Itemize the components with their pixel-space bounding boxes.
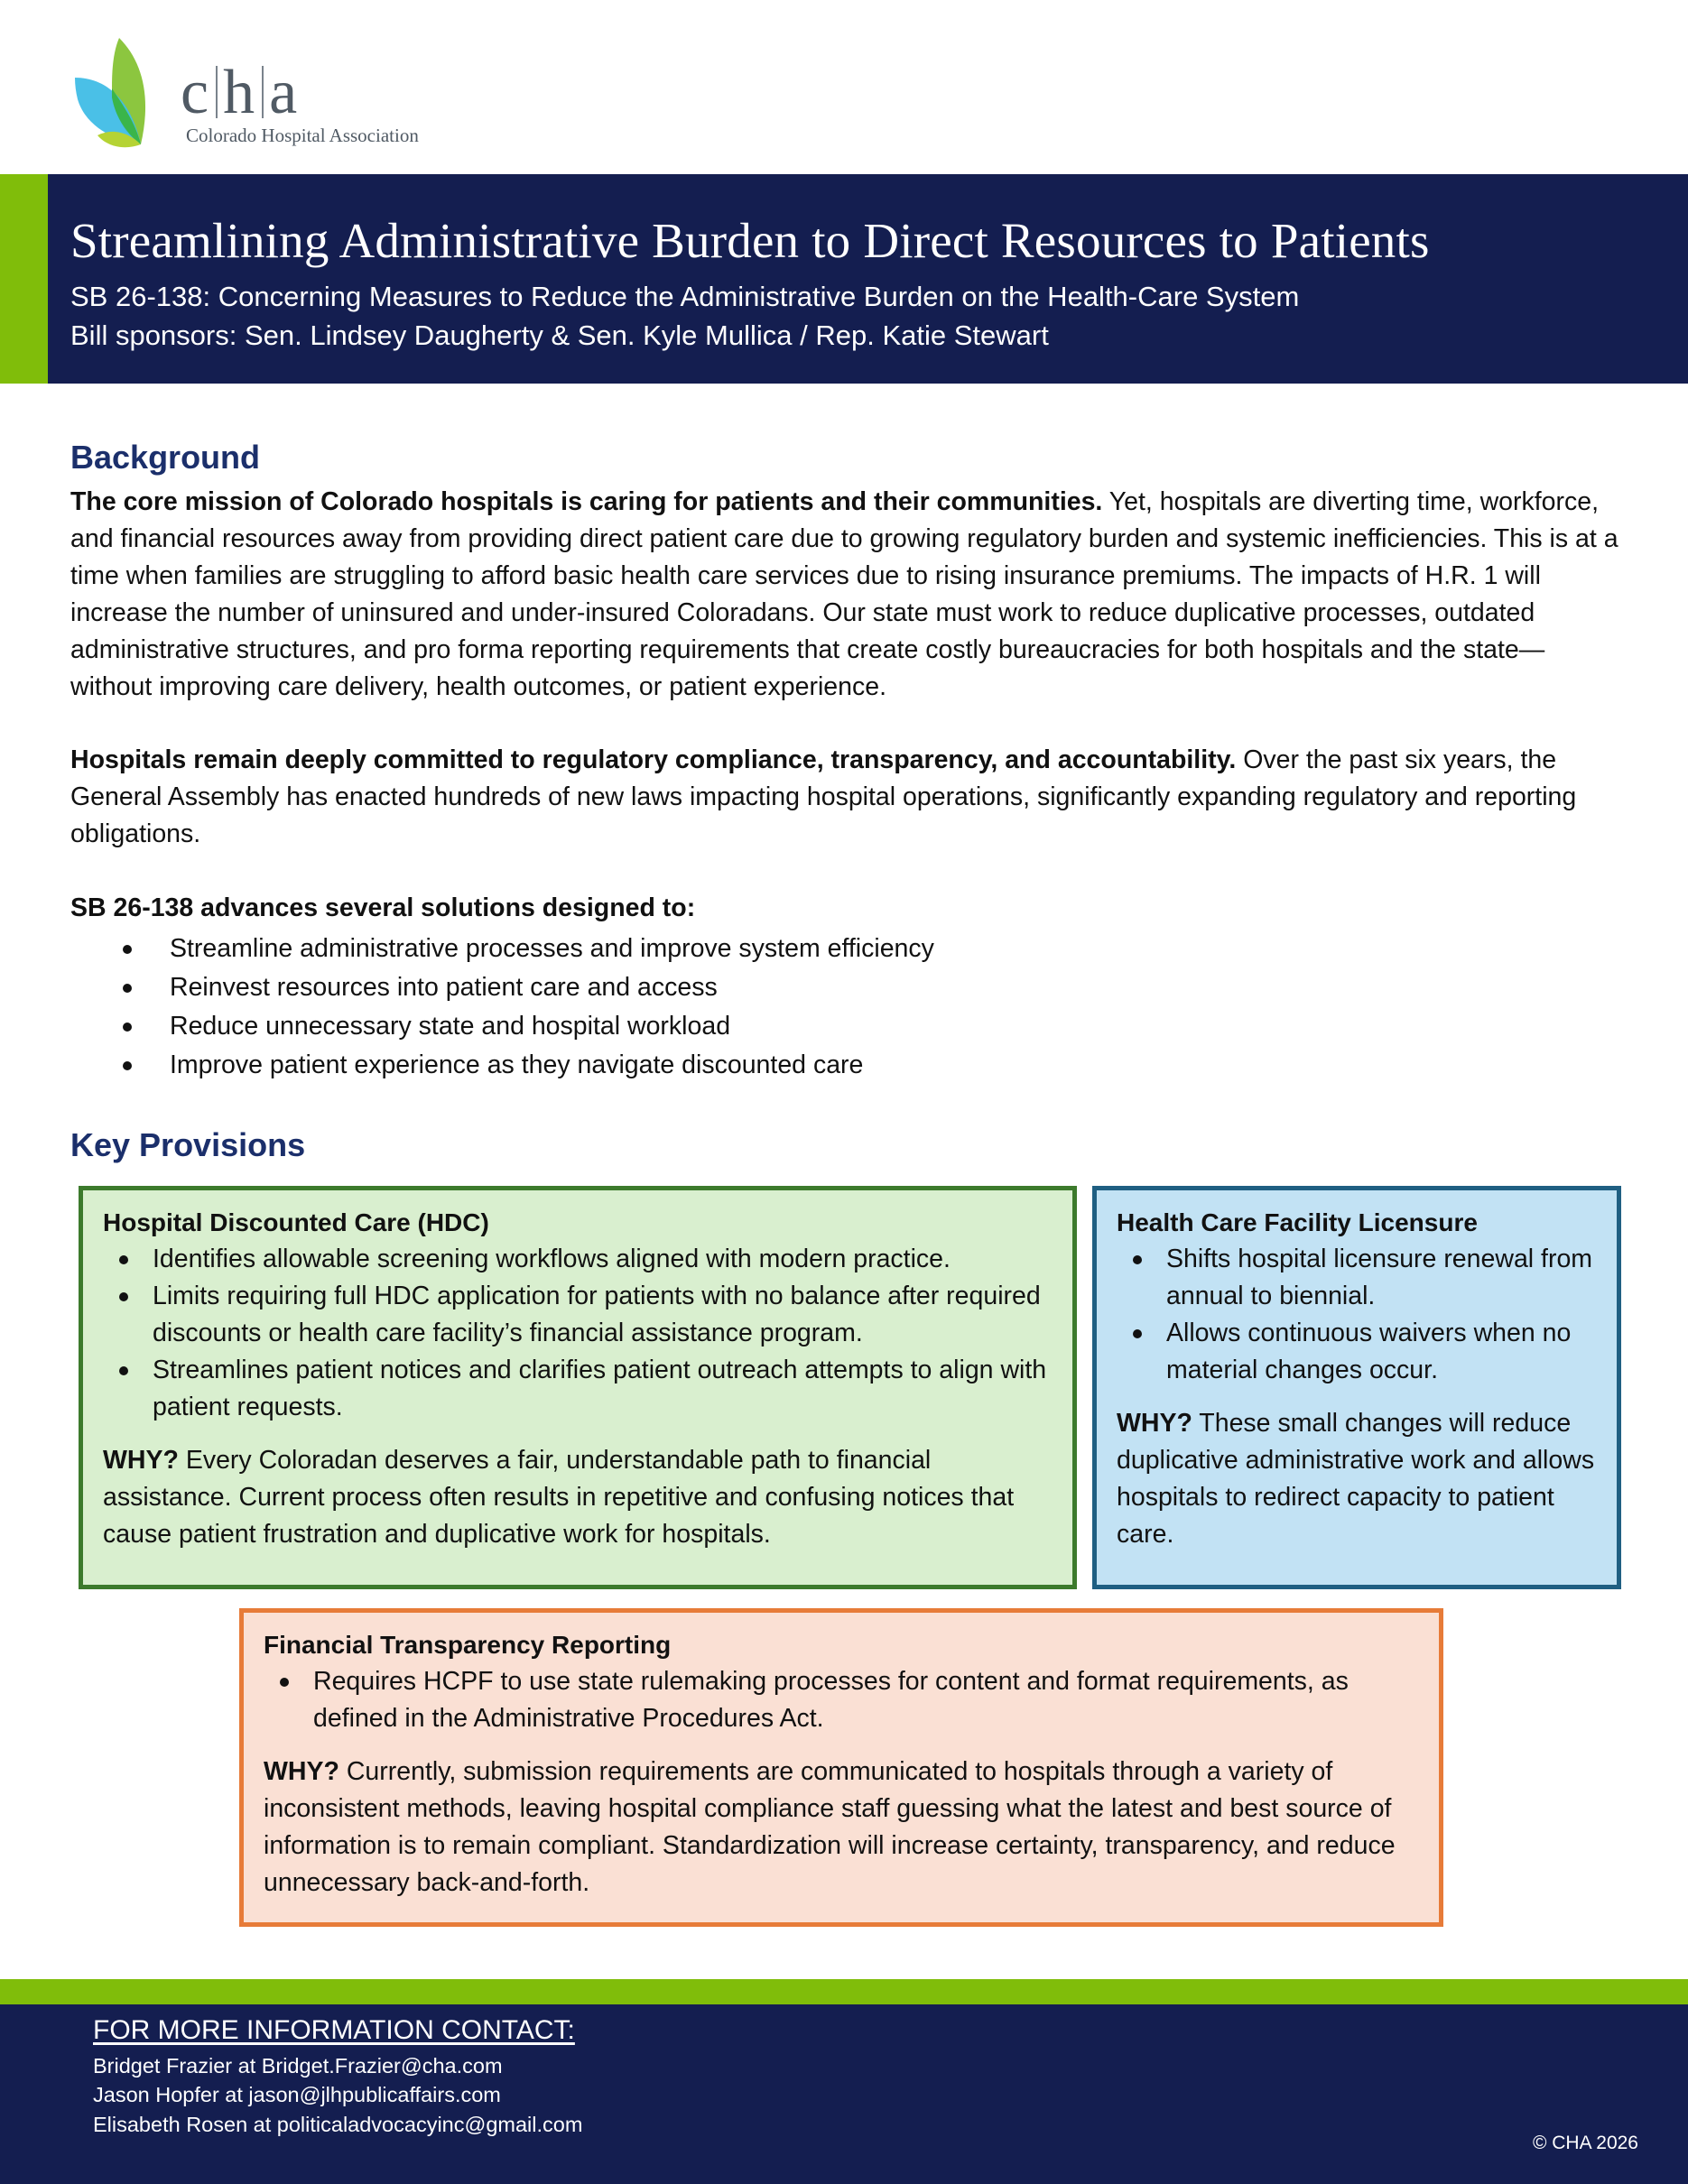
list-item — [70, 930, 934, 968]
why-text: Currently, submission requirements are communicated to hospitals through a variety of inconsistent methods, leaving hospital compliance staff guessing what the latest and best source of information is to remain compliant. Standardization will increase certainty, transparency, and reduce unnecessary back-and-forth. — [264, 1757, 1396, 1897]
contact-line: Elisabeth Rosen at politicaladvocacyinc@gmail.com — [93, 2113, 583, 2136]
paragraph-1-lead: The core mission of Colorado hospitals is caring for patients and their communities. — [70, 487, 1103, 516]
solutions-intro — [70, 890, 1623, 927]
list-item — [1117, 1241, 1597, 1315]
solutions-intro-text: SB 26-138 advances several solutions designed to: — [70, 893, 696, 922]
list-item-text: Streamlines patient notices and clarifies patient outreach attempts to align with patient requests. — [153, 1356, 1047, 1421]
provision-box-licensure — [1092, 1186, 1621, 1589]
list-item-text: Limits requiring full HDC application for patients with no balance after required discounts or health care facility’s financial assistance program. — [153, 1282, 1041, 1347]
list-item-text: Streamline administrative processes and improve system efficiency — [170, 934, 934, 963]
paragraph-2-body: Over the past six years, the General Assembly has enacted hundreds of new laws impacting hospital operations, significantly expanding regulatory and reporting obligations. — [70, 745, 1577, 848]
background-heading: Background — [70, 439, 261, 476]
list-item-text: Reduce unnecessary state and hospital workload — [170, 1012, 731, 1041]
provision-bullets — [1117, 1241, 1597, 1389]
list-item-text: Reinvest resources into patient care and access — [170, 973, 718, 1002]
provision-bullets — [264, 1663, 1419, 1737]
copyright: © CHA 2026 — [1532, 2133, 1638, 2153]
contact-heading: FOR MORE INFORMATION CONTACT: — [93, 2015, 575, 2045]
page-title: Streamlining Administrative Burden to Direct Resources to Patients — [70, 213, 1430, 268]
header-banner — [0, 174, 1688, 384]
bullet-icon — [123, 1061, 132, 1070]
list-item — [264, 1663, 1419, 1737]
list-item-text: Identifies allowable screening workflows aligned with modern practice. — [153, 1245, 951, 1273]
footer — [0, 2004, 1688, 2184]
provision-why — [1117, 1405, 1597, 1553]
provision-why — [103, 1442, 1053, 1553]
leaf-logo-icon — [72, 34, 181, 152]
paragraph-1-body: Yet, hospitals are diverting time, workforce, and financial resources away from providing direct patient care due to growing regulatory burden and systemic inefficiencies. This is at a time when families are struggling to afford basic health care services due to rising insurance premiums. The impacts of H.R. 1 will increase the number of uninsured and under-insured Coloradans. Our state must work to reduce duplicative processes, outdated administrative structures, and pro forma reporting requirements that create costly bureaucracies for both hospitals and the state—without improving care delivery, health outcomes, or patient experience. — [70, 487, 1618, 701]
list-item-text: Allows continuous waivers when no material changes occur. — [1166, 1319, 1572, 1384]
bullet-icon — [123, 945, 132, 954]
key-provisions-heading: Key Provisions — [70, 1126, 306, 1163]
solutions-list — [70, 930, 934, 1085]
background-paragraph-1 — [70, 484, 1623, 706]
provision-title: Financial Transparency Reporting — [264, 1631, 672, 1659]
bullet-icon — [1133, 1255, 1142, 1264]
bullet-icon — [123, 984, 132, 993]
paragraph-2-lead: Hospitals remain deeply committed to regulatory compliance, transparency, and accountability. — [70, 745, 1237, 774]
provision-title: Health Care Facility Licensure — [1117, 1208, 1478, 1236]
why-text: These small changes will reduce duplicative administrative work and allows hospitals to redirect capacity to patient care. — [1117, 1409, 1595, 1549]
bullet-icon — [280, 1678, 289, 1687]
logo-wordmark: c h a — [181, 58, 300, 127]
list-item-text: Improve patient experience as they navigate discounted care — [170, 1050, 864, 1079]
bullet-icon — [1133, 1329, 1142, 1338]
contact-line: Bridget Frazier at Bridget.Frazier@cha.com — [93, 2054, 503, 2078]
provision-box-financial-transparency — [239, 1608, 1443, 1927]
list-item — [70, 968, 934, 1007]
list-item — [103, 1241, 1053, 1278]
why-label: WHY? — [103, 1446, 179, 1475]
bill-line: SB 26-138: Concerning Measures to Reduce the Administrative Burden on the Health-Care System — [70, 281, 1300, 312]
why-text: Every Coloradan deserves a fair, understandable path to financial assistance. Current process often results in repetitive and confusing notices that cause patient frustration and duplicative work for hospitals. — [103, 1446, 1015, 1549]
list-item — [70, 1007, 934, 1046]
cha-logo — [72, 34, 451, 152]
why-label: WHY? — [264, 1757, 339, 1786]
contact-line: Jason Hopfer at jason@jlhpublicaffairs.com — [93, 2083, 501, 2106]
list-item — [70, 1046, 934, 1085]
footer-accent-bar — [0, 1979, 1688, 2004]
bullet-icon — [119, 1292, 128, 1301]
list-item-text: Requires HCPF to use state rulemaking processes for content and format requirements, as defined in the Administrative Procedures Act. — [313, 1667, 1349, 1733]
provision-title: Hospital Discounted Care (HDC) — [103, 1208, 489, 1236]
bullet-icon — [123, 1023, 132, 1032]
list-item-text: Shifts hospital licensure renewal from annual to biennial. — [1166, 1245, 1593, 1310]
provision-box-hdc — [79, 1186, 1077, 1589]
banner-accent-bar — [0, 174, 48, 384]
list-item — [1117, 1315, 1597, 1389]
background-paragraph-2 — [70, 742, 1623, 853]
provision-why — [264, 1754, 1419, 1902]
list-item — [103, 1352, 1053, 1426]
provision-bullets — [103, 1241, 1053, 1426]
sponsors-line: Bill sponsors: Sen. Lindsey Daugherty & Sen. Kyle Mullica / Rep. Katie Stewart — [70, 319, 1049, 351]
why-label: WHY? — [1117, 1409, 1192, 1438]
bullet-icon — [119, 1255, 128, 1264]
logo-org-name: Colorado Hospital Association — [186, 125, 419, 146]
bullet-icon — [119, 1366, 128, 1375]
list-item — [103, 1278, 1053, 1352]
